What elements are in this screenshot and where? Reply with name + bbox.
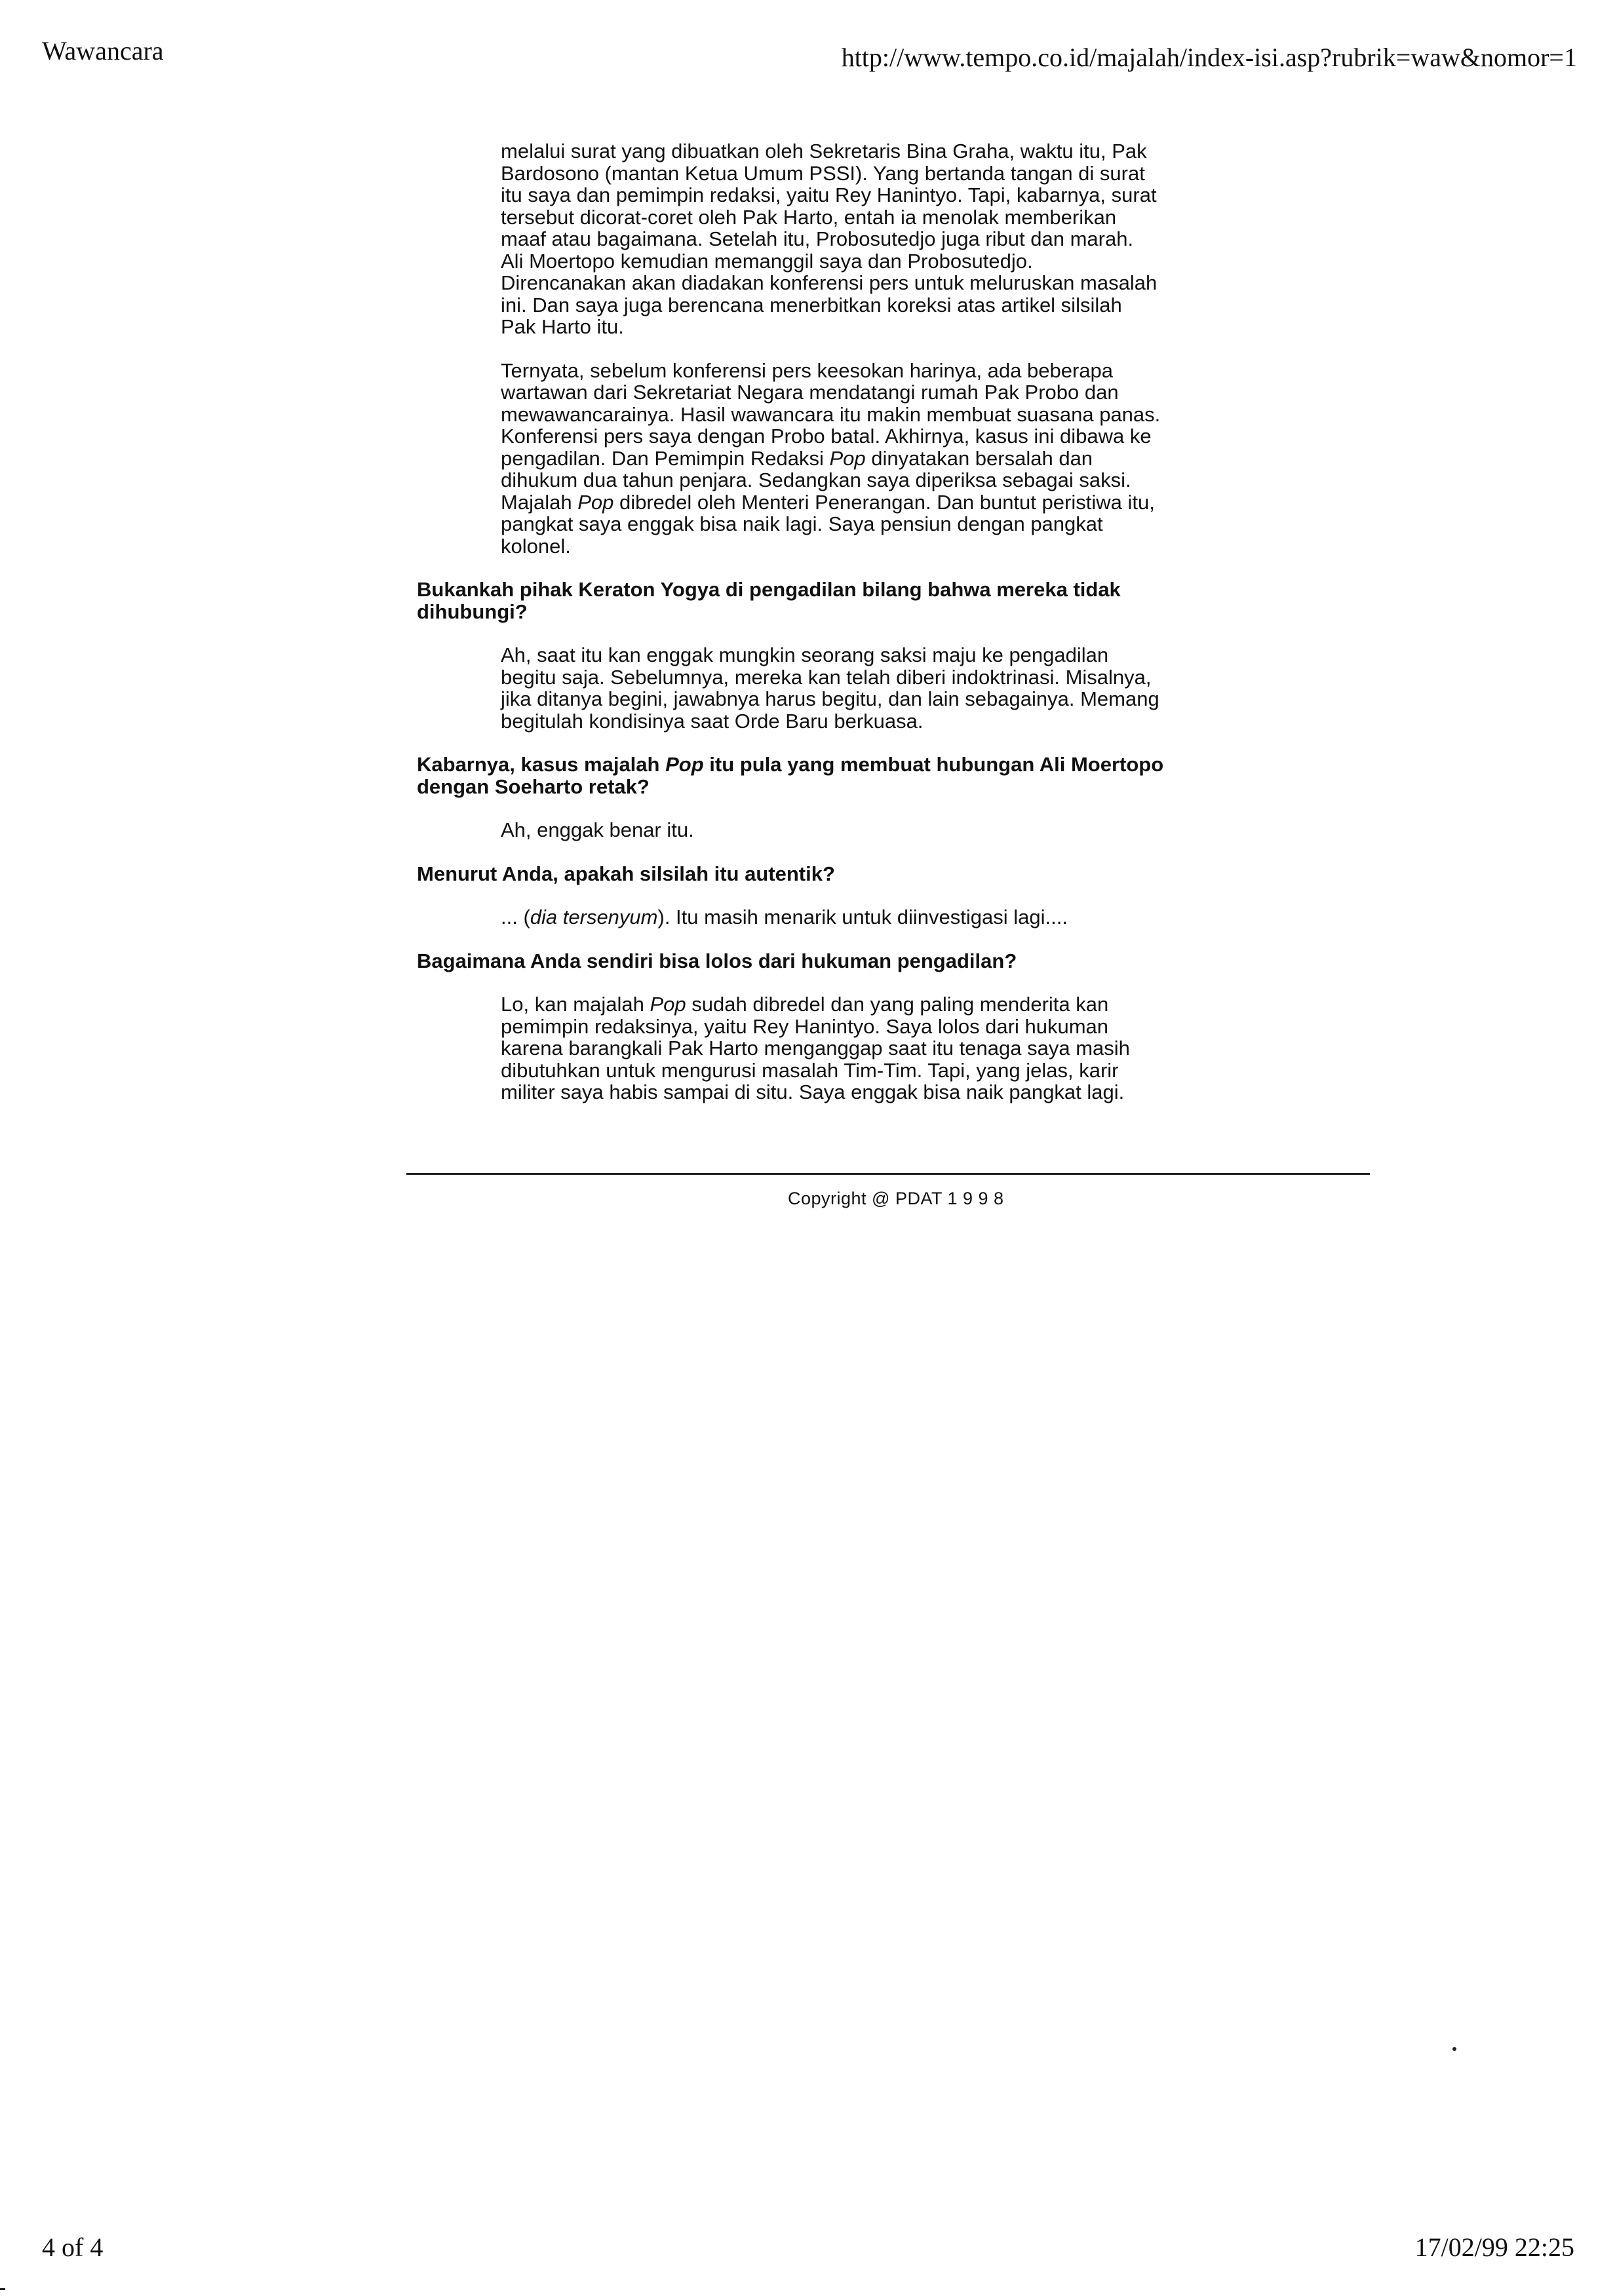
text-line: itu saya dan pemimpin redaksi, yaitu Rey Hanintyo. Tapi, kabarnya, surat: [501, 183, 1157, 206]
text-line: begitu saja. Sebelumnya, mereka kan telah diberi indoktrinasi. Misalnya,: [501, 665, 1152, 689]
text-line: dibutuhkan untuk mengurusi masalah Tim-Tim. Tapi, yang jelas, karir: [501, 1058, 1119, 1082]
text-line: [417, 754, 1262, 776]
text-line: Ah, saat itu kan enggak mungkin seorang saksi maju ke pengadilan: [501, 643, 1109, 666]
answer-paragraph-2: [501, 360, 1261, 558]
text-line: Menurut Anda, apakah silsilah itu autentik?: [417, 862, 835, 885]
text-run: ... (: [501, 906, 530, 928]
print-footer-page: 4 of 4: [42, 2232, 104, 2262]
text-line: kolonel.: [501, 534, 571, 558]
answer-paragraph-1: [501, 140, 1261, 338]
text-line: karena barangkali Pak Harto menganggap saat itu tenaga saya masih: [501, 1037, 1130, 1060]
text-line: mewawancarainya. Hasil wawancara itu makin membuat suasana panas.: [501, 402, 1161, 426]
text-line: Bukankah pihak Keraton Yogya di pengadilan bilang bahwa mereka tidak: [417, 578, 1121, 601]
text-run: itu pula yang membuat hubungan Ali Moertopo: [703, 753, 1164, 776]
scan-edge-mark: [0, 2288, 5, 2290]
text-line: Konferensi pers saya dengan Probo batal. Akhirnya, kasus ini dibawa ke: [501, 425, 1152, 448]
text-line: dihukum dua tahun penjara. Sedangkan saya diperiksa sebagai saksi.: [501, 469, 1131, 491]
text-run: Lo, kan majalah: [501, 993, 650, 1016]
text-run: Majalah: [501, 490, 578, 514]
magazine-name: Pop: [829, 446, 866, 470]
text-line: [501, 906, 1261, 928]
stage-direction: dia tersenyum: [530, 906, 658, 928]
print-header-url: http://www.tempo.co.id/majalah/index-isi.asp?rubrik=waw&nomor=1: [841, 43, 1577, 72]
text-line: dihubungi?: [417, 600, 528, 623]
text-line: maaf atau bagaimana. Setelah itu, Probosutedjo juga ribut dan marah.: [501, 227, 1134, 250]
article-body: [417, 140, 1262, 1103]
magazine-name: Pop: [650, 993, 686, 1016]
print-footer-datetime: 17/02/99 22:25: [1414, 2232, 1574, 2262]
text-line: begitulah kondisinya saat Orde Baru berkuasa.: [501, 709, 924, 733]
text-line: [501, 993, 1261, 1016]
text-line: Pak Harto itu.: [501, 315, 624, 338]
text-line: pemimpin redaksinya, yaitu Rey Hanintyo. Saya lolos dari hukuman: [501, 1014, 1109, 1038]
text-run: dibredel oleh Menteri Penerangan. Dan buntut peristiwa itu,: [613, 490, 1155, 514]
scan-speck: [1452, 2047, 1456, 2051]
text-line: Direncanakan akan diadakan konferensi pers untuk meluruskan masalah: [501, 271, 1158, 294]
text-line: Bardosono (mantan Ketua Umum PSSI). Yang bertanda tangan di surat: [501, 161, 1145, 185]
copyright-notice: Copyright @ PDAT 1 9 9 8: [788, 1189, 1004, 1208]
text-run: ). Itu masih menarik untuk diinvestigasi lagi....: [657, 906, 1068, 928]
footer-divider: [406, 1173, 1370, 1175]
text-line: militer saya habis sampai di situ. Saya enggak bisa naik pangkat lagi.: [501, 1081, 1125, 1103]
question-4: [417, 950, 1262, 972]
text-run: dinyatakan bersalah dan: [865, 446, 1093, 470]
text-line: [501, 491, 1261, 514]
answer-2: [501, 819, 1261, 841]
question-2: [417, 754, 1262, 797]
text-line: wartawan dari Sekretariat Negara mendatangi rumah Pak Probo dan: [501, 381, 1119, 404]
question-3: [417, 863, 1262, 885]
text-line: Bagaimana Anda sendiri bisa lolos dari hukuman pengadilan?: [417, 949, 1017, 972]
magazine-name: Pop: [577, 490, 614, 514]
text-line: [501, 448, 1261, 470]
magazine-name: Pop: [665, 753, 704, 776]
print-header-title: Wawancara: [42, 36, 164, 66]
text-line: Ah, enggak benar itu.: [501, 818, 694, 841]
text-line: melalui surat yang dibuatkan oleh Sekretaris Bina Graha, waktu itu, Pak: [501, 140, 1147, 163]
text-line: dengan Soeharto retak?: [417, 775, 650, 798]
answer-1: [501, 644, 1261, 732]
text-line: pangkat saya enggak bisa naik lagi. Saya pensiun dengan pangkat: [501, 512, 1103, 535]
text-line: Ali Moertopo kemudian memanggil saya dan Probosutedjo.: [501, 249, 1033, 273]
question-1: [417, 579, 1262, 622]
text-run: sudah dibredel dan yang paling menderita kan: [686, 993, 1109, 1016]
text-line: Ternyata, sebelum konferensi pers keesokan harinya, ada beberapa: [501, 358, 1114, 382]
text-line: jika ditanya begini, jawabnya harus begitu, dan lain sebagainya. Memang: [501, 687, 1159, 710]
text-run: Kabarnya, kasus majalah: [417, 753, 666, 776]
answer-3: [501, 906, 1261, 928]
text-run: pengadilan. Dan Pemimpin Redaksi: [501, 446, 830, 470]
answer-4: [501, 993, 1261, 1103]
text-line: ini. Dan saya juga berencana menerbitkan koreksi atas artikel silsilah: [501, 293, 1122, 316]
text-line: tersebut dicorat-coret oleh Pak Harto, entah ia menolak memberikan: [501, 205, 1117, 229]
